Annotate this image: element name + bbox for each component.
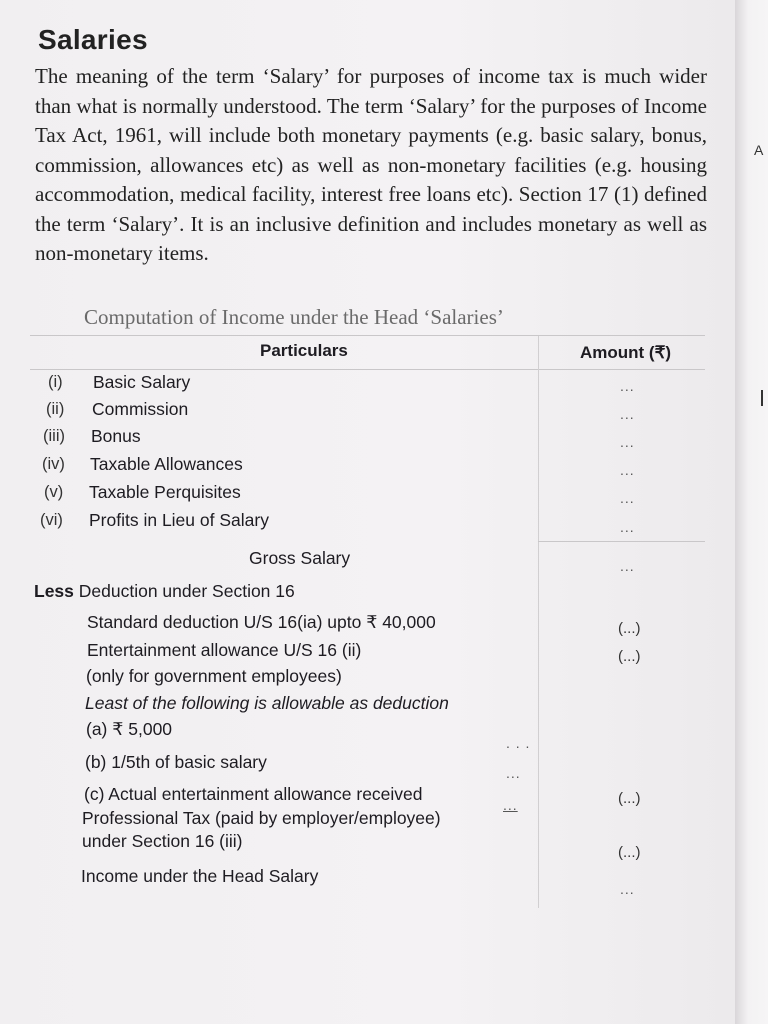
gross-rule: [538, 541, 705, 542]
option-a: (a) ₹ 5,000: [86, 719, 173, 739]
professional-tax-label: Professional Tax (paid by employer/employee): [82, 808, 441, 828]
intro-paragraph: The meaning of the term ‘Salary’ for purposes of income tax is much wider than what is normally understood. The term ‘Salary’ for the purposes of Income Tax Act, 1961, will include both monetary payments (e.g. basic salary, bonus, commission, allowances etc) as well as non-monetary facilities (e.g. housing accommodation, medical facility, interest free loans etc). Section 17 (1) defined the term ‘Salary’. It is an inclusive definition and includes monetary as well as non-monetary items.: [35, 64, 707, 265]
row-amount: ...: [620, 462, 635, 478]
row-amount: ...: [620, 378, 635, 394]
income-under-head-amount: ...: [620, 881, 635, 897]
row-amount: ...: [620, 490, 635, 506]
row-amount: ...: [620, 434, 635, 450]
row-label: Profits in Lieu of Salary: [89, 510, 269, 530]
gross-salary-label: Gross Salary: [249, 548, 351, 568]
entertainment-allowance-note: (only for government employees): [86, 666, 342, 686]
row-amount: ...: [620, 406, 635, 422]
professional-tax-note: under Section 16 (iii): [82, 831, 243, 851]
entertainment-allowance-amount: (...): [618, 648, 641, 665]
row-label: Bonus: [91, 426, 141, 446]
less-prefix: Less: [34, 581, 74, 601]
next-page-mark: [761, 390, 763, 406]
particulars-header: Particulars: [260, 341, 348, 360]
less-label: Deduction under Section 16: [78, 581, 295, 601]
row-number: (i): [48, 373, 63, 391]
row-amount: ...: [620, 519, 635, 535]
entertainment-least-amount: (...): [618, 790, 641, 807]
row-number: (iv): [42, 455, 65, 473]
row-number: (v): [44, 483, 64, 501]
option-b-value: ...: [506, 765, 521, 781]
row-number: (ii): [46, 400, 65, 418]
entertainment-allowance-label: Entertainment allowance U/S 16 (ii): [87, 640, 362, 660]
table-header-rule: [30, 369, 705, 370]
table-title: Computation of Income under the Head ‘Salaries’: [84, 305, 504, 329]
standard-deduction-amount: (...): [618, 620, 641, 637]
income-under-head-label: Income under the Head Salary: [81, 866, 319, 886]
gross-salary-amount: ...: [620, 558, 635, 574]
option-a-value: . . .: [506, 735, 531, 751]
amount-header: Amount (₹): [580, 343, 672, 362]
professional-tax-amount: (...): [618, 844, 641, 861]
row-label: Basic Salary: [93, 372, 191, 392]
row-number: (iii): [43, 427, 65, 445]
column-divider: [538, 336, 539, 908]
row-number: (vi): [40, 511, 63, 529]
least-following-note: Least of the following is allowable as deduction: [85, 693, 449, 713]
option-c-value: ...: [503, 797, 518, 813]
row-label: Commission: [92, 399, 189, 419]
standard-deduction-label: Standard deduction U/S 16(ia) upto ₹ 40,000: [87, 612, 436, 632]
row-label: Taxable Allowances: [90, 454, 243, 474]
section-heading: Salaries: [38, 24, 148, 55]
option-c: (c) Actual entertainment allowance received: [84, 784, 423, 804]
row-label: Taxable Perquisites: [89, 482, 241, 502]
less-deduction-heading: [34, 581, 295, 602]
option-b: (b) 1/5th of basic salary: [85, 752, 267, 772]
table-top-rule: [30, 335, 705, 336]
next-page-letter: A: [754, 142, 764, 158]
